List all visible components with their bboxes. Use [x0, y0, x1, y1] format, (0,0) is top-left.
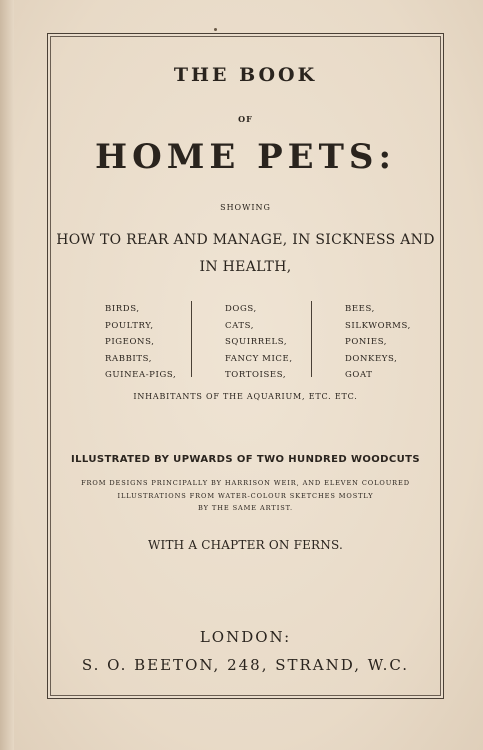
imprint-city: LONDON: — [199, 628, 292, 646]
animal-item: DONKEYS, — [345, 353, 398, 364]
designs-line: ILLUSTRATIONS FROM WATER-COLOUR SKETCHES MOSTLY — [117, 491, 374, 500]
designs-credit — [47, 477, 444, 515]
animal-item: BEES, — [345, 304, 375, 314]
animal-column-2 — [225, 301, 293, 384]
inhabitants-line: INHABITANTS OF THE AQUARIUM, ETC. ETC. — [133, 392, 358, 401]
designs-line: FROM DESIGNS PRINCIPALLY BY HARRISON WEIR, AND ELEVEN COLOURED — [81, 479, 410, 487]
animal-column-1 — [105, 301, 176, 384]
title-line-the-book: THE BOOK — [173, 64, 318, 86]
subtitle-showing: SHOWING — [220, 203, 271, 212]
animal-item: FANCY MICE, — [225, 353, 293, 364]
animal-item: PONIES, — [345, 337, 388, 347]
title-line-of: OF — [238, 114, 253, 124]
animal-item: GOAT — [345, 370, 373, 380]
column-divider — [311, 301, 312, 377]
subtitle-line-2: IN HEALTH, — [199, 259, 292, 275]
subtitle-line-1: HOW TO REAR AND MANAGE, IN SICKNESS AND — [56, 232, 435, 248]
animal-item: SILKWORMS, — [345, 320, 411, 331]
main-title: HOME PETS: — [94, 137, 396, 177]
animal-item: POULTRY, — [105, 320, 154, 331]
chapter-line: WITH A CHAPTER ON FERNS. — [147, 538, 344, 552]
animal-item: BIRDS, — [105, 304, 140, 314]
animal-item: GUINEA-PIGS, — [105, 370, 177, 380]
animal-item: TORTOISES, — [225, 370, 287, 380]
animal-item: RABBITS, — [105, 353, 153, 364]
ink-speck — [214, 28, 217, 31]
column-divider — [191, 301, 192, 377]
illustrated-line: ILLUSTRATED BY UPWARDS OF TWO HUNDRED WOODCUTS — [71, 454, 420, 465]
animal-item: CATS, — [225, 320, 255, 331]
imprint-publisher: S. O. BEETON, 248, STRAND, W.C. — [81, 656, 410, 674]
designs-line: BY THE SAME ARTIST. — [198, 504, 293, 512]
animal-item: DOGS, — [225, 304, 257, 314]
animal-column-3 — [345, 301, 411, 384]
animal-item: PIGEONS, — [105, 337, 155, 347]
page-gutter — [0, 0, 14, 750]
animal-item: SQUIRRELS, — [225, 337, 288, 347]
